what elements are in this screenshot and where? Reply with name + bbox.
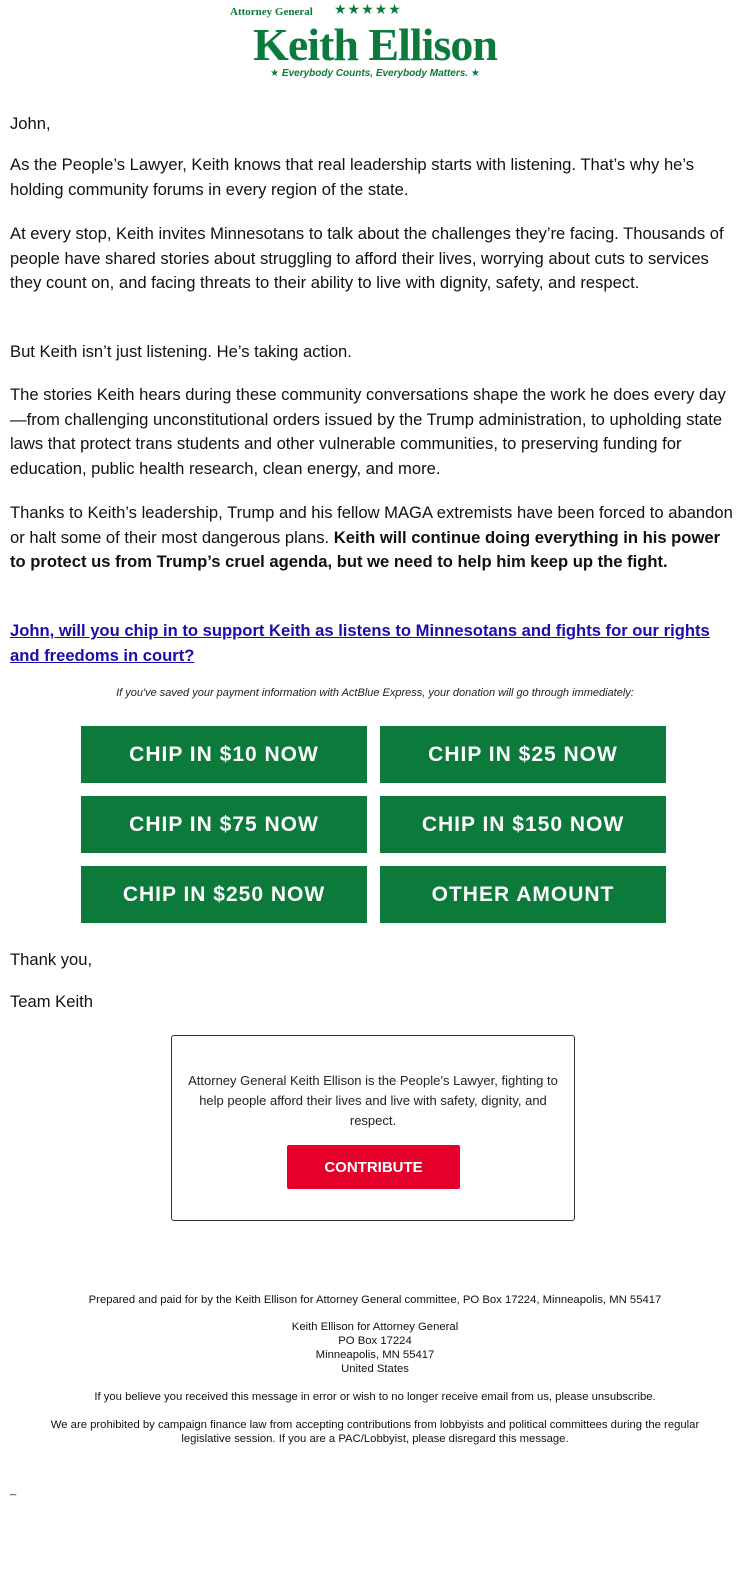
logo-stars-icon: ★★★★★	[334, 1, 402, 17]
chip-in-75-button[interactable]: CHIP IN $75 NOW	[81, 796, 367, 853]
paragraph-5-text: Thanks to Keith’s leadership, Trump and his fellow MAGA extremists have been forced to abandon or halt some of their most dangerous plans.	[10, 503, 733, 547]
paragraph-5-bold: Keith will continue doing everything in his power to protect us from Trump’s cruel agenda, but we need to help him keep up the fight.	[10, 527, 721, 572]
address-line: Keith Ellison for Attorney General	[291, 1321, 459, 1333]
chip-in-250-button[interactable]: CHIP IN $250 NOW	[81, 866, 367, 923]
greeting: John,	[10, 114, 51, 133]
paragraph-2: At every stop, Keith invites Minnesotans to talk about the challenges they’re facing. Thousands of people have shared stories about struggling to afford their lives, worrying about cuts to services they count on, and facing threats to their ability to live with dignity, safety, and respect.	[10, 224, 724, 293]
paragraph-5	[10, 501, 740, 575]
ask-paragraph	[10, 619, 740, 668]
logo-name: Keith Ellison	[253, 19, 497, 70]
campaign-logo	[0, 0, 750, 90]
signature: Team Keith	[10, 992, 94, 1011]
mailing-address	[20, 1320, 730, 1376]
chip-in-150-button[interactable]: CHIP IN $150 NOW	[380, 796, 666, 853]
logo-title: Attorney General	[230, 6, 313, 18]
paragraph-4: The stories Keith hears during these community conversations shape the work he does every day—from challenging unconstitutional orders issued by the Trump administration, to upholding state laws that protect trans students and other vulnerable communities, to preserving funding for education, public health research, clean energy, and more.	[10, 385, 726, 478]
address-line: United States	[341, 1363, 409, 1375]
address-line: Minneapolis, MN 55417	[315, 1349, 435, 1361]
paid-for-disclaimer: Prepared and paid for by the Keith Ellison for Attorney General committee, PO Box 17224, Minneapolis, MN 55417	[88, 1294, 662, 1306]
contribute-box	[171, 1035, 575, 1221]
actblue-express-note: If you've saved your payment information with ActBlue Express, your donation will go through immediately:	[116, 687, 634, 699]
lobbyist-disclaimer: We are prohibited by campaign finance law from accepting contributions from lobbyists and political committees during the regular legislative session. If you are a PAC/Lobbyist, please disregard this message.	[50, 1419, 700, 1445]
chip-in-25-button[interactable]: CHIP IN $25 NOW	[380, 726, 666, 783]
contribute-button[interactable]: CONTRIBUTE	[287, 1145, 460, 1189]
unsubscribe-text: If you believe you received this message in error or wish to no longer receive email from us, please unsubscribe.	[94, 1391, 656, 1403]
logo-tagline: ★ Everybody Counts, Everybody Matters. ★	[270, 68, 480, 79]
trailing-mark: _	[10, 1484, 17, 1496]
chip-in-10-button[interactable]: CHIP IN $10 NOW	[81, 726, 367, 783]
contribute-box-text: Attorney General Keith Ellison is the People’s Lawyer, fighting to help people afford their lives and live with safety, dignity, and respect.	[188, 1073, 558, 1128]
paragraph-3: But Keith isn’t just listening. He’s taking action.	[10, 342, 352, 361]
donate-ask-link[interactable]: John, will you chip in to support Keith as listens to Minnesotans and fights for our rights and freedoms in court?	[10, 621, 710, 665]
address-line: PO Box 17224	[338, 1335, 412, 1347]
sign-off: Thank you,	[10, 950, 93, 969]
other-amount-button[interactable]: OTHER AMOUNT	[380, 866, 666, 923]
paragraph-1: As the People’s Lawyer, Keith knows that real leadership starts with listening. That’s why he’s holding community forums in every region of the state.	[10, 155, 695, 199]
